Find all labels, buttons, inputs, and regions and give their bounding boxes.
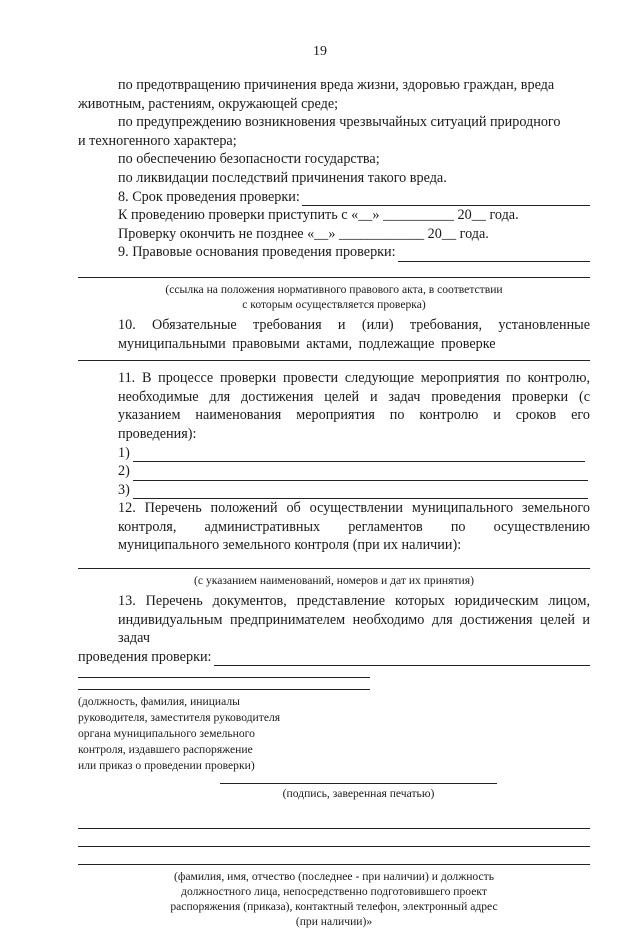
text-line: по обеспечению безопасности государства; (118, 151, 380, 168)
measure-number: 2) (118, 463, 130, 480)
caption: (с указанием наименований, номеров и дат их принятия) (194, 574, 474, 588)
measure-number: 3) (118, 481, 130, 498)
inspection-start-line: К проведению проверки приступить с «__» __________ 20__ года. (118, 207, 519, 224)
blank-line (78, 266, 590, 278)
signer-caption-line: руководителя, заместителя руководителя (78, 711, 281, 725)
measure-line-3 (78, 481, 590, 500)
blank-line (214, 652, 591, 666)
blank-line (78, 353, 590, 361)
preparer-caption-line: должностного лица, непосредственно подготовившего проект (181, 885, 487, 899)
measure-number: 1) (118, 444, 130, 461)
blank-line (78, 678, 370, 690)
blank-line (133, 485, 588, 499)
inspection-end-line: Проверку окончить не позднее «__» ____________ 20__ года. (118, 225, 489, 242)
item-13-label: проведения проверки: (78, 648, 212, 665)
blank-line (78, 829, 590, 847)
legal-basis-label: 9. Правовые основания проведения проверки: (118, 244, 396, 261)
page-number: 19 (313, 44, 327, 59)
item-10-text: 10. Обязательные требования и (или) требования, установленные муниципальными правовыми актами, подлежащие проверке (118, 316, 590, 352)
preparer-caption-line: (фамилия, имя, отчество (последнее - при наличии) и должность (173, 870, 495, 884)
legal-basis-field (78, 243, 590, 262)
preparer-caption (78, 869, 590, 929)
signer-caption (78, 694, 590, 774)
caption: с которым осуществляется проверка) (242, 297, 426, 311)
signature-caption: (подпись, заверенная печатью) (282, 787, 435, 801)
signer-caption-line: органа муниципального земельного (78, 727, 255, 741)
document-body (78, 76, 590, 929)
item-13-text: 13. Перечень документов, представление которых юридическим лицом, индивидуальным предпринимателем необходимо для достижения целей и задач (118, 593, 590, 647)
blank-line (78, 801, 590, 829)
blank-line (133, 467, 588, 481)
inspection-period-field (78, 188, 590, 207)
text-line: и техногенного характера; (78, 132, 237, 149)
caption: (ссылка на положения нормативного правового акта, в соответствии (165, 282, 503, 296)
item-11-text: 11. В процессе проверки провести следующие мероприятия по контролю, необходимые для достижения целей и задач проведения проверки (с указанием наименования мероприятия по контролю и сроков его проведения): (118, 370, 590, 442)
signer-caption-line: контроля, издавшего распоряжение (78, 743, 253, 757)
preparer-caption-line: распоряжения (приказа), контактный телефон, электронный адрес (170, 900, 498, 914)
signer-caption-line: (должность, фамилия, инициалы (78, 695, 240, 709)
blank-line (78, 847, 590, 865)
inspection-period-label: 8. Срок проведения проверки: (118, 188, 300, 205)
item-13-field (78, 648, 590, 667)
preparer-caption-line: (при наличии)» (295, 915, 373, 929)
signer-caption-line: или приказ о проведении проверки) (78, 759, 255, 773)
blank-line (398, 248, 590, 262)
measure-line-1 (78, 444, 590, 463)
blank-line (78, 559, 590, 569)
text-line: животным, растениям, окружающей среде; (78, 95, 339, 112)
measure-line-2 (78, 462, 590, 481)
item-12-text: 12. Перечень положений об осуществлении муниципального земельного контроля, административных регламентов по осуществлению муниципального земельного контроля (при их наличии): (118, 500, 590, 554)
text-line: по ликвидации последствий причинения такого вреда. (118, 169, 447, 186)
blank-line (78, 666, 370, 678)
text-line: по предупреждению возникновения чрезвычайных ситуаций природного (118, 114, 561, 131)
signature-line (220, 774, 497, 784)
blank-line (302, 192, 590, 206)
text-line: по предотвращению причинения вреда жизни, здоровью граждан, вреда (118, 77, 555, 93)
blank-line (133, 448, 585, 462)
